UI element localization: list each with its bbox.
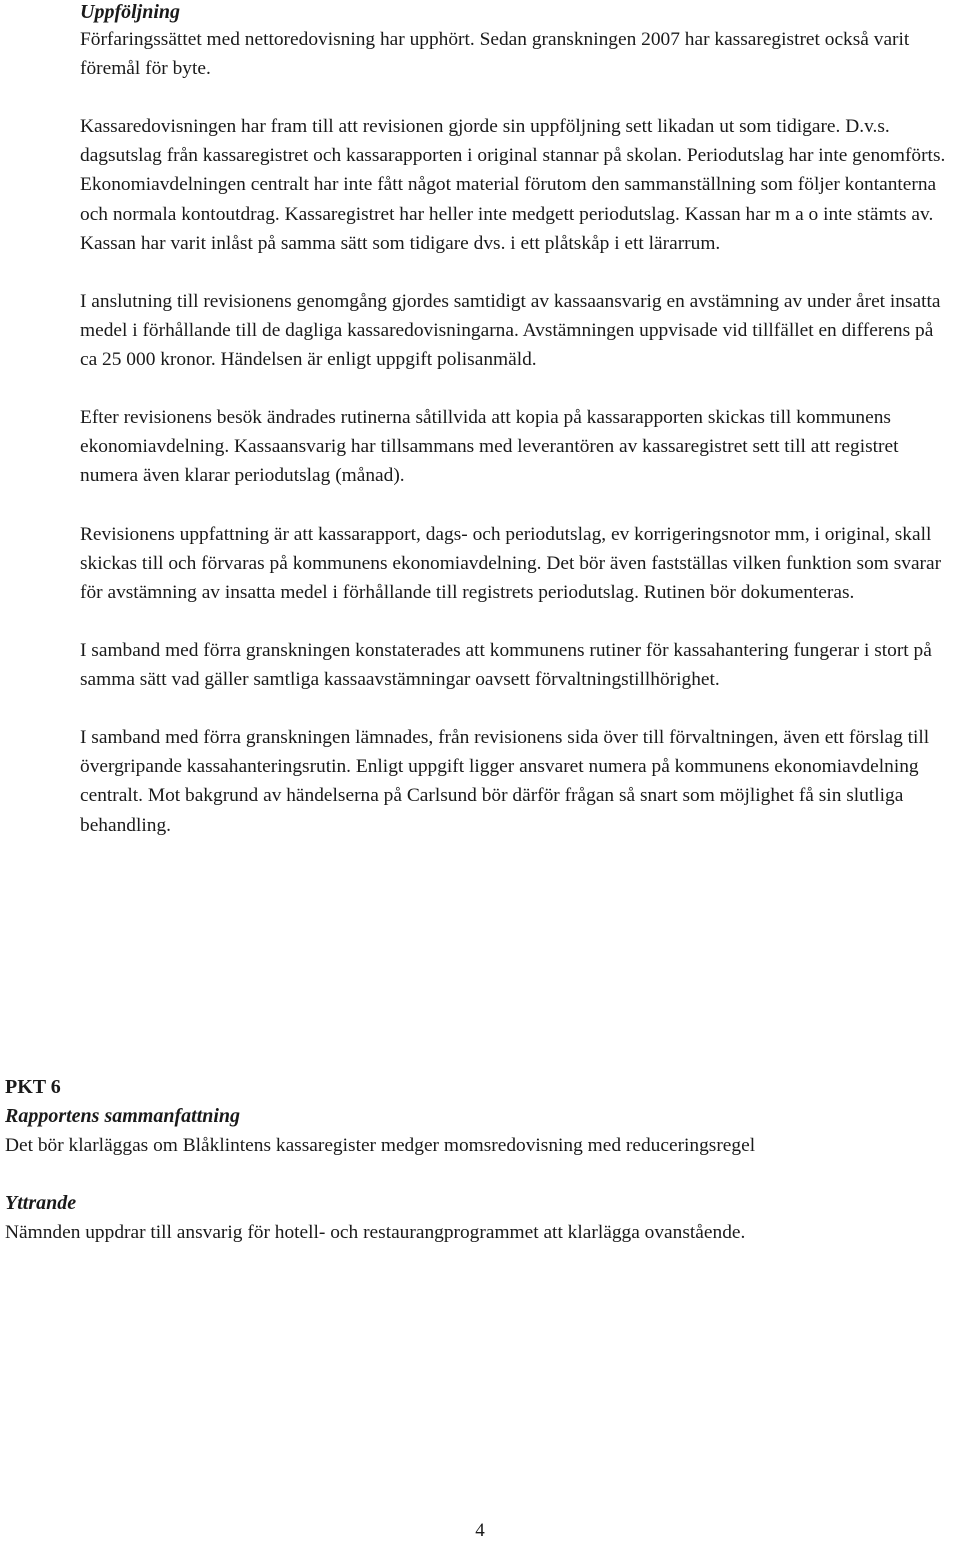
followup-paragraph-1: Förfaringssättet med nettoredovisning har upphört. Sedan granskningen 2007 har kassaregistret också varit föremål för byte. xyxy=(80,29,910,80)
summary-text: Det bör klarläggas om Blåklintens kassaregister medger momsredovisning med reduceringsregel xyxy=(5,1135,756,1157)
followup-heading: Uppföljning xyxy=(80,1,181,23)
summary-heading: Rapportens sammanfattning xyxy=(5,1105,241,1128)
followup-paragraph-5: Revisionens uppfattning är att kassarapport, dags- och periodutslag, ev korrigeringsnotor mm, i original, skall skickas till och förvaras på kommunens ekonomiavdelning. Det bör även fastställas vilken funktion som svarar för avstämning av insatta medel i förhållande till registrets periodutslag. Rutinen bör dokumenteras. xyxy=(80,523,942,603)
page-number: 4 xyxy=(475,1520,485,1541)
followup-paragraph-4: Efter revisionens besök ändrades rutinerna såtillvida att kopia på kassarapporten skickas till kommunens ekonomiavdelning. Kassaansvarig har tillsammans med leverantören av kassaregistret sett till att registret numera även klarar periodutslag (månad). xyxy=(80,407,899,487)
followup-paragraph-2: Kassaredovisningen har fram till att revisionen gjorde sin uppföljning sett likadan ut som tidigare. D.v.s. dagsutslag från kassaregistret och kassarapporten i original stannar på skolan. Periodutslag har inte genomförts. Ekonomiavdelningen centralt har inte fått något material förutom den sammanställning som följer kontanterna och normala kontoutdrag. Kassaregistret har heller inte medgett periodutslag. Kassan har m a o inte stämts av. Kassan har varit inlåst på samma sätt som tidigare dvs. i ett plåtskåp i ett lärarrum. xyxy=(80,116,946,254)
statement-heading: Yttrande xyxy=(5,1192,77,1215)
followup-paragraph-6: I samband med förra granskningen konstaterades att kommunens rutiner för kassahantering fungerar i stort på samma sätt vad gäller samtliga kassaavstämningar oavsett förvaltningstillhörighet. xyxy=(80,639,932,691)
statement-text: Nämnden uppdrar till ansvarig för hotell- och restaurangprogrammet att klarlägga ovanstående. xyxy=(5,1222,746,1244)
pkt6-heading: PKT 6 xyxy=(5,1076,61,1098)
pkt6-section xyxy=(5,1073,950,1277)
followup-paragraph-3: I anslutning till revisionens genomgång gjordes samtidigt av kassaansvarig en avstämning av under året insatta medel i förhållande till de dagliga kassaredovisningarna. Avstämningen uppvisade vid tillfället en differens på ca 25 000 kronor. Händelsen är enligt uppgift polisanmäld. xyxy=(80,290,941,371)
followup-paragraph-7: I samband med förra granskningen lämnades, från revisionens sida över till förvaltningen, även ett förslag till övergripande kassahanteringsrutin. Enligt uppgift ligger ansvaret numera på kommunens ekonomiavdelning centralt. Mot bakgrund av händelserna på Carlsund bör därför frågan så snart som möjlighet få sin slutliga behandling. xyxy=(80,727,930,836)
followup-section xyxy=(80,0,950,869)
